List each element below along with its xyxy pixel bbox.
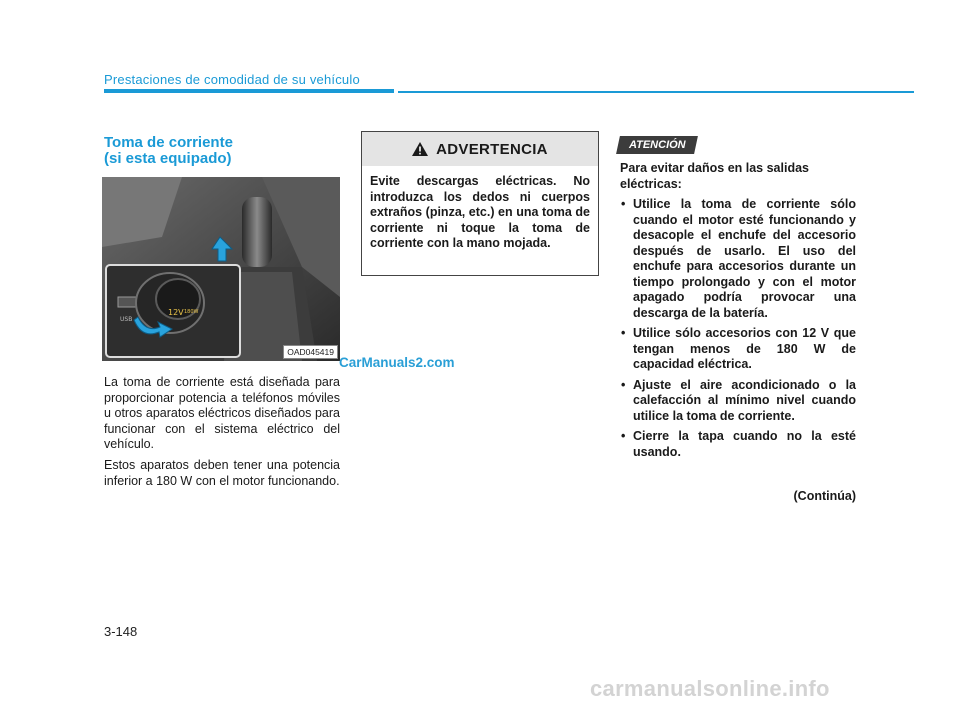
warning-triangle-icon: [412, 142, 428, 156]
power-outlet-illustration: [102, 177, 340, 361]
header-rule-thin: [398, 91, 914, 93]
socket-watt-label: 180W: [184, 309, 199, 315]
page-number: 3-148: [104, 624, 138, 639]
section-title-line1: Toma de corriente: [104, 134, 233, 151]
power-outlet-photo: [102, 177, 340, 361]
socket-voltage-label: 12V: [168, 308, 184, 317]
section-title: [104, 135, 233, 167]
warning-title: ADVERTENCIA: [436, 140, 548, 158]
usb-label: USB: [120, 316, 133, 323]
watermark-online: carmanualsonline.info: [590, 676, 830, 701]
caution-badge: [616, 136, 698, 154]
watermark-carmanuals: CarManuals2.com: [339, 355, 455, 370]
body-paragraph-2: Estos aparatos deben tener una potencia inferior a 180 W con el motor funcionando.: [104, 458, 340, 488]
warning-text: Evite descargas eléctricas. No introduzca los dedos ni cuerpos extraños (pinza, etc.) en una toma de corriente ni toque la toma de corriente con la mano mojada.: [370, 174, 590, 250]
caution-badge-label: ATENCIÓN: [628, 139, 686, 151]
list-item: • Utilice la toma de corriente sólo cuando el motor esté funcionando y desacople el enchufe del accesorio después de usarlo. El uso del enchufe para accesorios durante un tiempo prolongado y con el motor apagado podría provocar una descarga de la batería.: [620, 197, 856, 321]
continued-label: (Continúa): [793, 489, 856, 503]
header-title: Prestaciones de comodidad de su vehículo: [104, 72, 360, 87]
figure-code: OAD045419: [283, 345, 338, 359]
body-paragraph-1: La toma de corriente está diseñada para proporcionar potencia a teléfonos móviles u otros aparatos eléctricos diseñados para funcionar con el sistema eléctrico del vehículo.: [104, 375, 340, 451]
section-title-line2: (si esta equipado): [104, 150, 232, 167]
list-item: • Cierre la tapa cuando no la esté usando.: [620, 429, 856, 460]
caution-intro: Para evitar daños en las salidas eléctricas:: [620, 161, 809, 191]
header-rule-thick: [104, 89, 394, 93]
list-item: • Ajuste el aire acondicionado o la calefacción al mínimo nivel cuando utilice la toma de corriente.: [620, 378, 856, 425]
list-item: • Utilice sólo accesorios con 12 V que tengan menos de 180 W de capacidad eléctrica.: [620, 326, 856, 373]
warning-header: [362, 132, 598, 166]
caution-list: [620, 197, 856, 465]
warning-box: [361, 131, 599, 276]
